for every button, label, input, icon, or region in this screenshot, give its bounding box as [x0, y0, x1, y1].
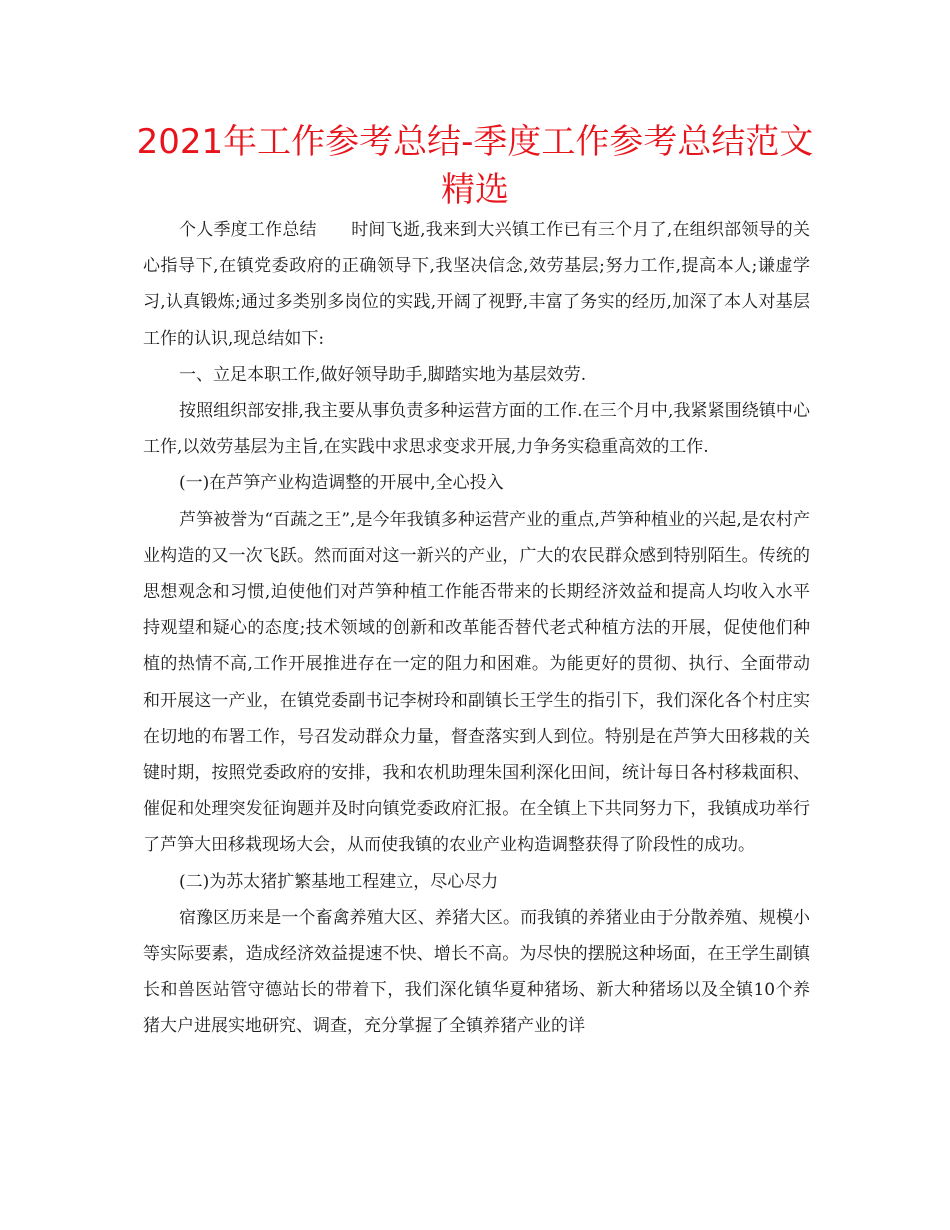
heading-section-1: 一、立足本职工作,做好领导助手,脚踏实地为基层效劳.: [179, 364, 587, 385]
document-body: [143, 212, 810, 1045]
paragraph-subsection-2: 宿豫区历来是一个畜禽养殖大区、养猪大区。而我镇的养猪业由于分散养殖、规模小等实际要素，造成经济效益提速不快、增长不高。为尽快的摆脱这种场面，在王学生副镇长和兽医站管守德站长的带着下，我们深化镇华夏种猪场、新大种猪场以及全镇10个养猪大户进展实地研究、调查，充分掌握了全镇养猪产业的详: [143, 907, 810, 1037]
paragraph-intro: 个人季度工作总结 时间飞逝,我来到大兴镇工作已有三个月了,在组织部领导的关心指导下,在镇党委政府的正确领导下,我坚决信念,效劳基层;努力工作,提高本人;谦虚学习,认真锻炼;通过多类别多岗位的实践,开阔了视野,丰富了务实的经历,加深了本人对基层工作的认识,现总结如下:: [143, 220, 810, 349]
document-title: 2021年工作参考总结-季度工作参考总结范文精选: [136, 122, 814, 210]
heading-subsection-2: (二)为苏太猪扩繁基地工程建立，尽心尽力: [179, 871, 499, 892]
paragraph-section-1: 按照组织部安排,我主要从事负责多种运营方面的工作.在三个月中,我紧紧围绕镇中心工作,以效劳基层为主旨,在实践中求思求变求开展,力争务实稳重高效的工作.: [143, 401, 810, 458]
heading-subsection-1: (一)在芦笋产业构造调整的开展中,全心投入: [179, 473, 504, 494]
paragraph-subsection-1: 芦笋被誉为“百蔬之王”,是今年我镇多种运营产业的重点,芦笋种植业的兴起,是农村产业构造的又一次飞跃。然而面对这一新兴的产业，广大的农民群众感到特别陌生。传统的思想观念和习惯,迫使他们对芦笋种植工作能否带来的长期经济效益和提高人均收入水平持观望和疑心的态度;技术领域的创新和改革能否替代老式种植方法的开展，促使他们种植的热情不高,工作开展推进存在一定的阻力和困难。为能更好的贯彻、执行、全面带动和开展这一产业，在镇党委副书记李树玲和副镇长王学生的指引下，我们深化各个村庄实在切地的布署工作，号召发动群众力量，督查落实到人到位。特别是在芦笋大田移栽的关键时期，按照党委政府的安排，我和农机助理朱国利深化田间，统计每日各村移栽面积、催促和处理突发征询题并及时向镇党委政府汇报。在全镇上下共同努力下，我镇成功举行了芦笋大田移栽现场大会，从而使我镇的农业产业构造调整获得了阶段性的成功。: [143, 509, 810, 856]
